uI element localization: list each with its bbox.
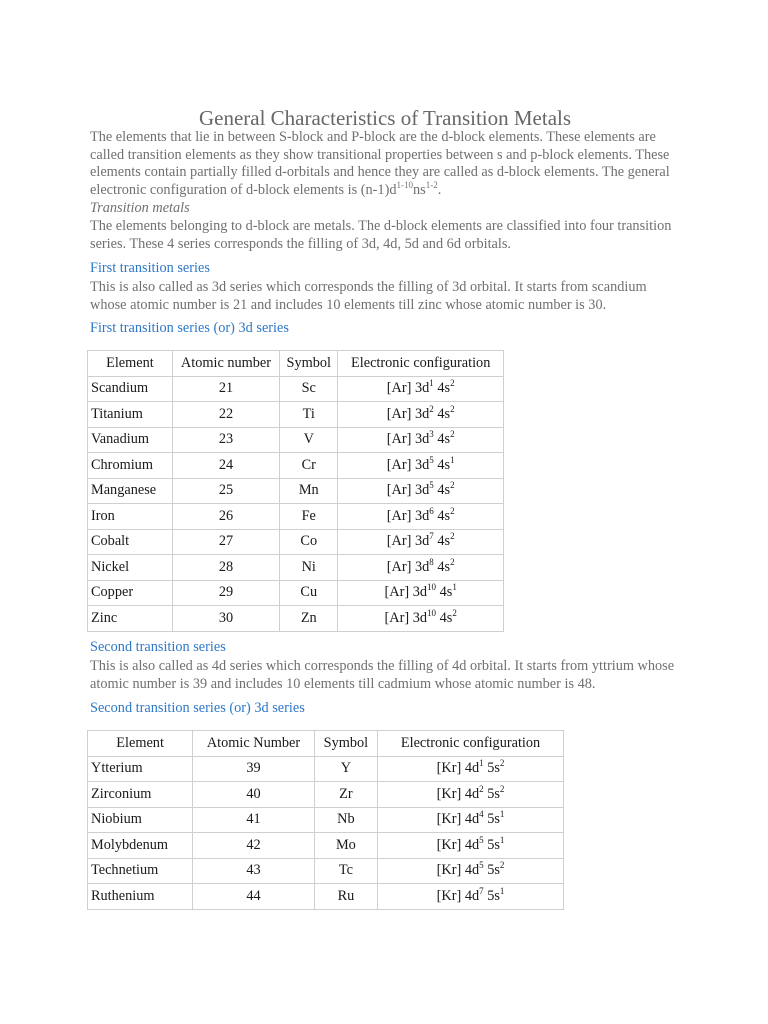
table-row (88, 427, 504, 453)
cell-element: Iron (88, 504, 173, 530)
intro-paragraph: The elements that lie in between S-block and P-block are the d-block elements. These elements are called transition elements as they show transitional properties between s and p-block elements. These elements contain partially filled d-orbitals and hence they are called as d-block elements. The general electronic configuration of d-block elements is $(n-1)d^{1-10}ns^{1-2}$. (90, 129, 670, 198)
transition-metals-heading: Transition metals (90, 200, 190, 216)
header-symbol: Symbol (314, 731, 377, 757)
cell-electronic-configuration: [Kr] $4d^2$ $5s^2$ (378, 782, 564, 808)
first-series-table-heading: First transition series (or) 3d series (90, 320, 289, 336)
cell-symbol: Ti (280, 402, 338, 428)
cell-symbol: Mo (314, 833, 377, 859)
cell-symbol: Cr (280, 453, 338, 479)
table-row (88, 807, 564, 833)
header-element: Element (88, 731, 193, 757)
table-row (88, 504, 504, 530)
cell-element: Ytterium (88, 756, 193, 782)
cell-element: Copper (88, 580, 173, 606)
first-series-paragraph: This is also called as 3d series which corresponds the filling of 3d orbital. It starts from scandium whose atomic number is 21 and includes 10 elements till zinc whose atomic number is 30. (90, 279, 647, 313)
cell-symbol: Zn (280, 606, 338, 632)
cell-symbol: Cu (280, 580, 338, 606)
cell-symbol: Mn (280, 478, 338, 504)
cell-element: Titanium (88, 402, 173, 428)
table-header-row (88, 351, 504, 377)
cell-symbol: Fe (280, 504, 338, 530)
cell-element: Technetium (88, 858, 193, 884)
table-row (88, 782, 564, 808)
second-series-table-heading: Second transition series (or) 3d series (90, 700, 305, 716)
table-row (88, 858, 564, 884)
cell-electronic-configuration: [Kr] $4d^7$ $5s^1$ (378, 884, 564, 910)
table-row (88, 529, 504, 555)
table-row (88, 833, 564, 859)
cell-symbol: Sc (280, 376, 338, 402)
table-row (88, 376, 504, 402)
cell-atomic-number: 41 (193, 807, 315, 833)
cell-atomic-number: 21 (172, 376, 279, 402)
cell-electronic-configuration: [Kr] $4d^5$ $5s^2$ (378, 858, 564, 884)
cell-symbol: Ru (314, 884, 377, 910)
cell-atomic-number: 28 (172, 555, 279, 581)
cell-atomic-number: 43 (193, 858, 315, 884)
second-series-body (88, 756, 564, 909)
cell-electronic-configuration: [Ar] $3d^8$ $4s^2$ (338, 555, 504, 581)
cell-symbol: Co (280, 529, 338, 555)
cell-atomic-number: 25 (172, 478, 279, 504)
cell-electronic-configuration: [Ar] $3d^{10}$ $4s^2$ (338, 606, 504, 632)
cell-atomic-number: 40 (193, 782, 315, 808)
cell-electronic-configuration: [Ar] $3d^1$ $4s^2$ (338, 376, 504, 402)
cell-electronic-configuration: [Ar] $3d^3$ $4s^2$ (338, 427, 504, 453)
cell-element: Zinc (88, 606, 173, 632)
cell-electronic-configuration: [Kr] $4d^1$ $5s^2$ (378, 756, 564, 782)
cell-symbol: V (280, 427, 338, 453)
header-atomic-number: Atomic Number (193, 731, 315, 757)
cell-element: Manganese (88, 478, 173, 504)
cell-element: Scandium (88, 376, 173, 402)
cell-symbol: Tc (314, 858, 377, 884)
cell-symbol: Y (314, 756, 377, 782)
cell-electronic-configuration: [Ar] $3d^7$ $4s^2$ (338, 529, 504, 555)
cell-atomic-number: 24 (172, 453, 279, 479)
cell-electronic-configuration: [Ar] $3d^2$ $4s^2$ (338, 402, 504, 428)
table-row (88, 402, 504, 428)
header-electronic-configuration: Electronic configuration (378, 731, 564, 757)
cell-atomic-number: 29 (172, 580, 279, 606)
cell-symbol: Zr (314, 782, 377, 808)
first-series-body (88, 376, 504, 631)
cell-electronic-configuration: [Kr] $4d^4$ $5s^1$ (378, 807, 564, 833)
table-row (88, 580, 504, 606)
first-series-heading: First transition series (90, 260, 210, 276)
cell-atomic-number: 27 (172, 529, 279, 555)
cell-electronic-configuration: [Ar] $3d^{10}$ $4s^1$ (338, 580, 504, 606)
cell-atomic-number: 39 (193, 756, 315, 782)
table-row (88, 756, 564, 782)
cell-element: Vanadium (88, 427, 173, 453)
second-series-table (87, 730, 564, 910)
table-row (88, 555, 504, 581)
cell-symbol: Ni (280, 555, 338, 581)
header-symbol: Symbol (280, 351, 338, 377)
table-header-row (88, 731, 564, 757)
cell-symbol: Nb (314, 807, 377, 833)
cell-electronic-configuration: [Ar] $3d^5$ $4s^2$ (338, 478, 504, 504)
cell-atomic-number: 26 (172, 504, 279, 530)
transition-metals-paragraph: The elements belonging to d-block are metals. The d-block elements are classified into four transition series. These 4 series corresponds the filling of 3d, 4d, 5d and 6d orbitals. (90, 218, 672, 252)
cell-element: Chromium (88, 453, 173, 479)
table-row (88, 478, 504, 504)
cell-atomic-number: 23 (172, 427, 279, 453)
header-element: Element (88, 351, 173, 377)
cell-atomic-number: 42 (193, 833, 315, 859)
cell-element: Zirconium (88, 782, 193, 808)
second-series-heading: Second transition series (90, 639, 226, 655)
cell-element: Ruthenium (88, 884, 193, 910)
second-series-paragraph: This is also called as 4d series which corresponds the filling of 4d orbital. It starts from yttrium whose atomic number is 39 and includes 10 elements till cadmium whose atomic number is 48. (90, 658, 675, 692)
cell-atomic-number: 30 (172, 606, 279, 632)
cell-element: Nickel (88, 555, 173, 581)
cell-electronic-configuration: [Kr] $4d^5$ $5s^1$ (378, 833, 564, 859)
cell-element: Niobium (88, 807, 193, 833)
cell-atomic-number: 44 (193, 884, 315, 910)
table-row (88, 606, 504, 632)
first-series-table (87, 350, 504, 632)
cell-element: Cobalt (88, 529, 173, 555)
cell-electronic-configuration: [Ar] $3d^5$ $4s^1$ (338, 453, 504, 479)
table-row (88, 453, 504, 479)
cell-element: Molybdenum (88, 833, 193, 859)
cell-atomic-number: 22 (172, 402, 279, 428)
cell-electronic-configuration: [Ar] $3d^6$ $4s^2$ (338, 504, 504, 530)
header-atomic-number: Atomic number (172, 351, 279, 377)
page-title: General Characteristics of Transition Metals (198, 106, 572, 130)
table-row (88, 884, 564, 910)
header-electronic-configuration: Electronic configuration (338, 351, 504, 377)
